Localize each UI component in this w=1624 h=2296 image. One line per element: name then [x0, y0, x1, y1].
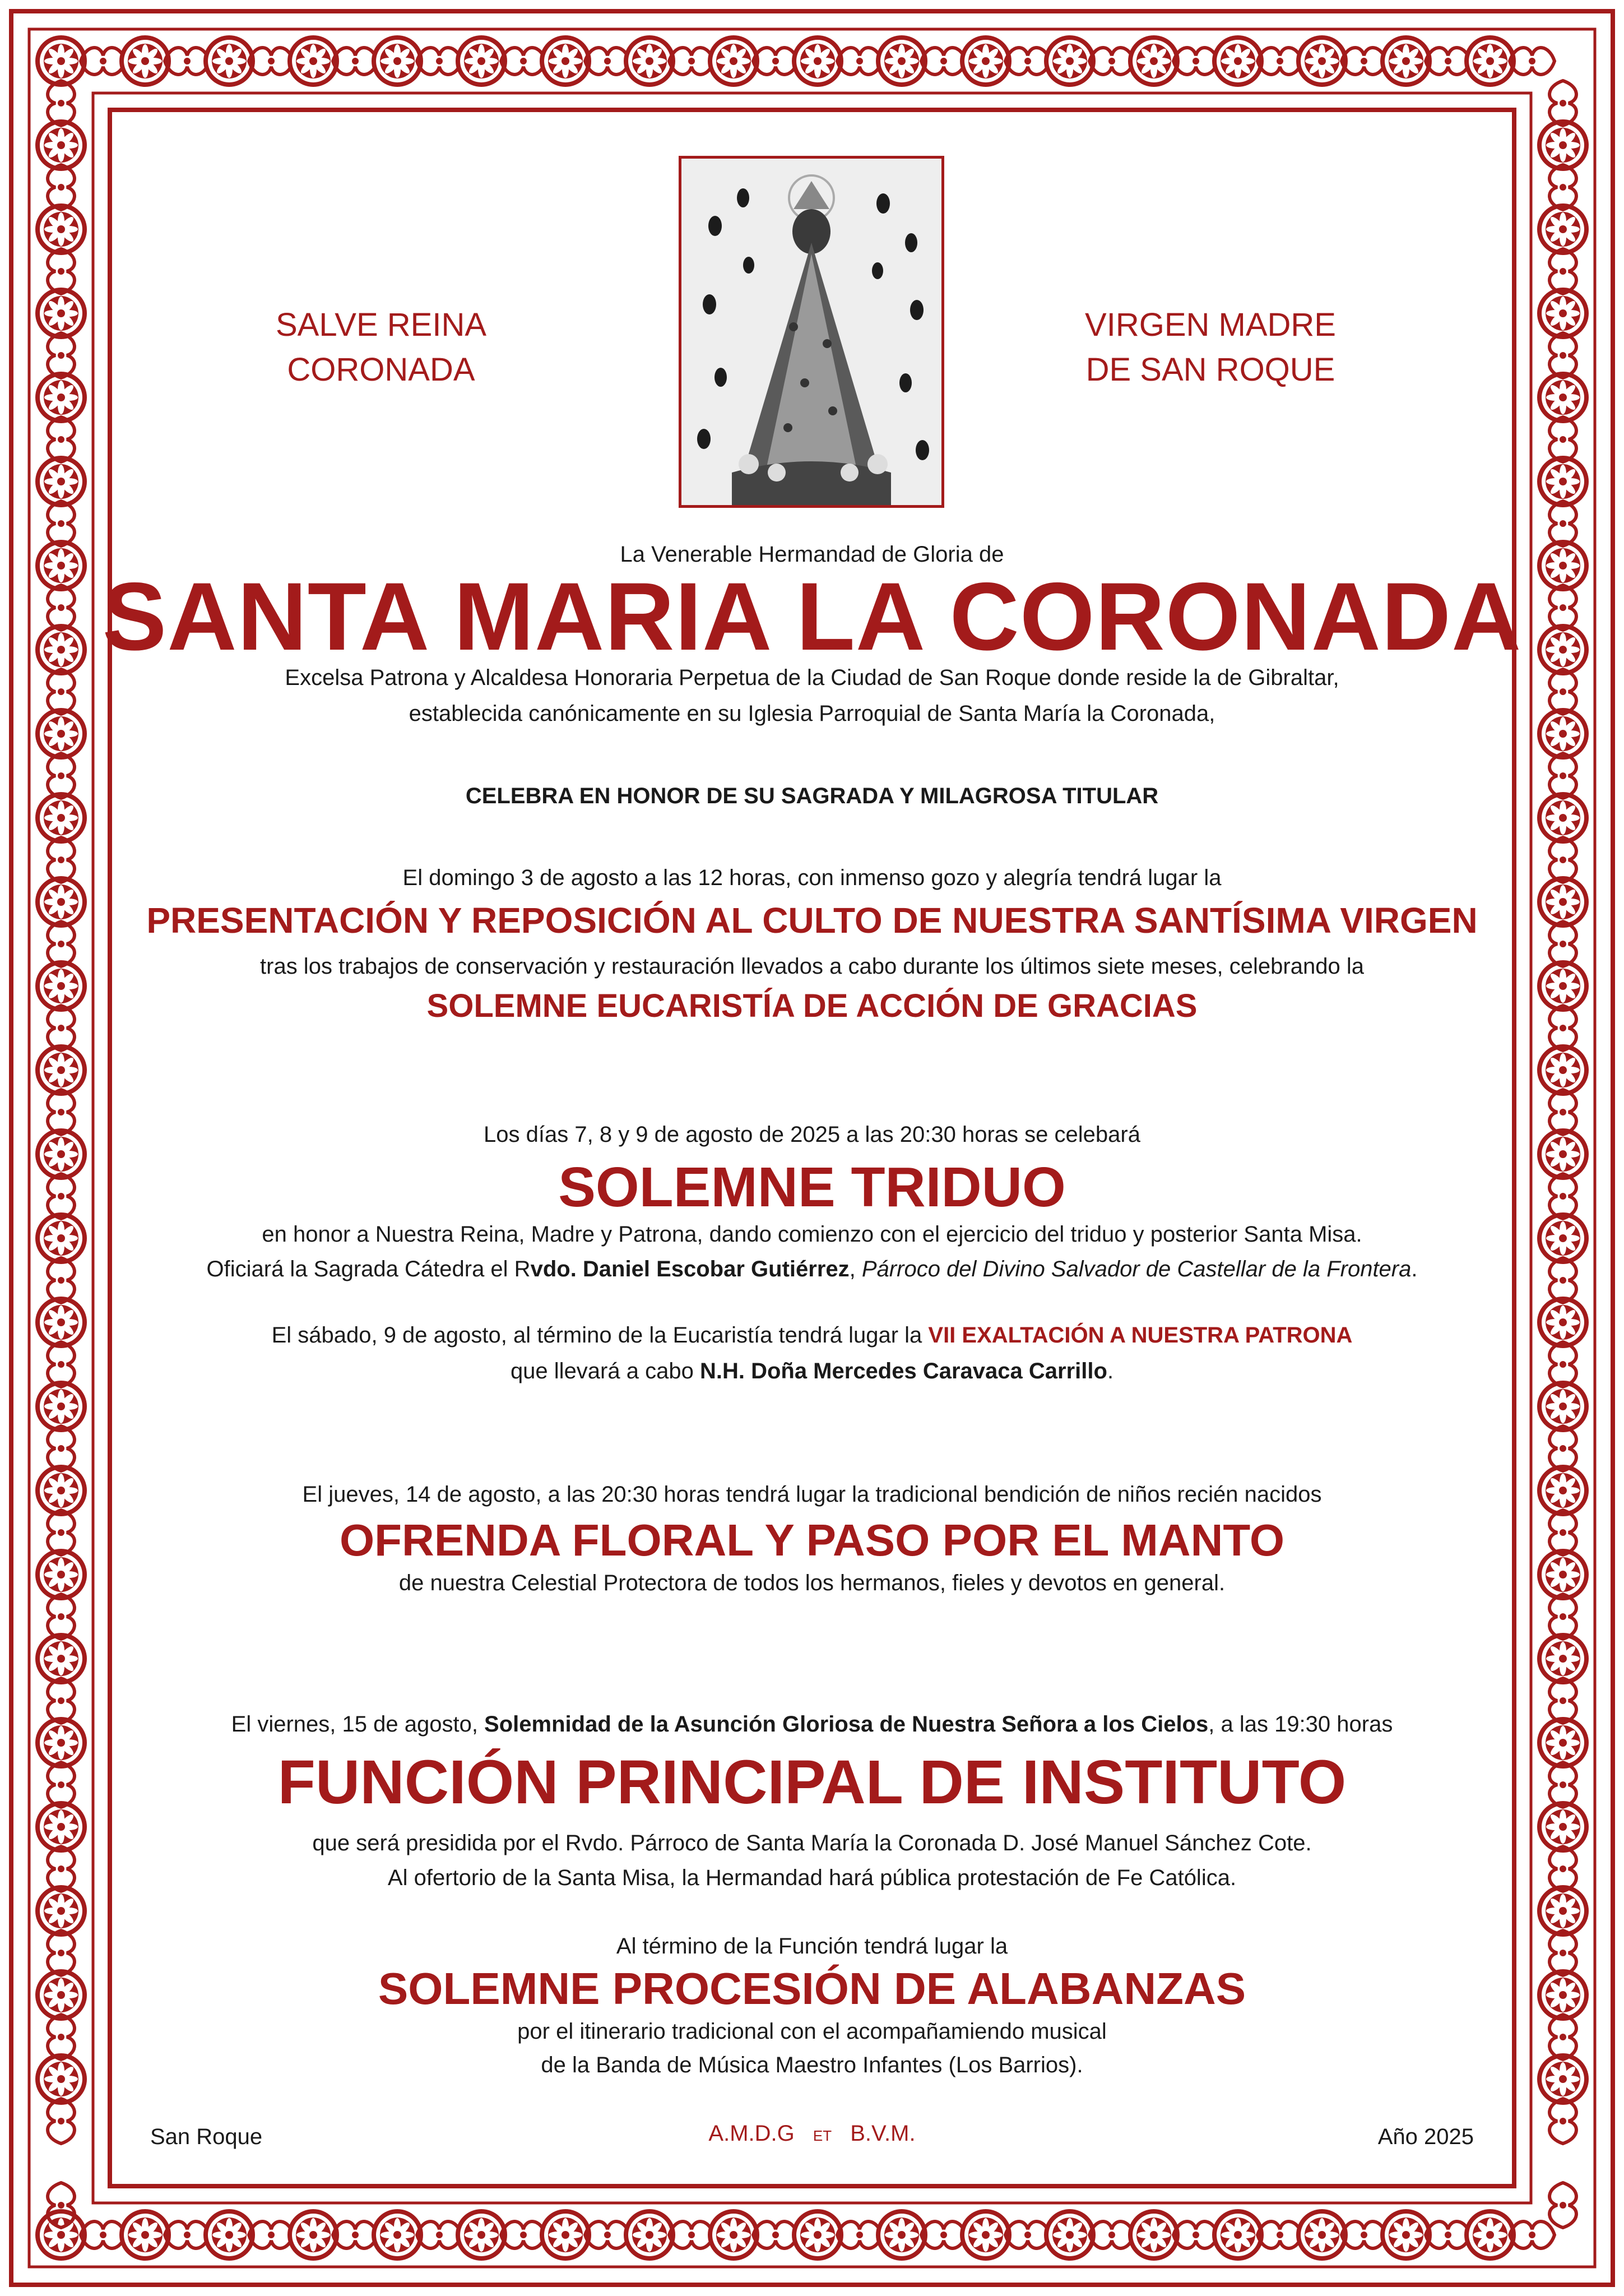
procesion-intro: Al término de la Función tendrá lugar la [616, 1934, 1008, 1959]
triduo-line-2-e: . [1411, 1257, 1418, 1281]
preacher-title: Párroco del Divino Salvador de Castellar de la Frontera [861, 1257, 1412, 1281]
funcion-line-1: que será presidida por el Rvdo. Párroco de Santa María la Coronada D. José Manuel Sánchez Cote. [312, 1831, 1312, 1855]
ofrenda-title: OFRENDA FLORAL Y PASO POR EL MANTO [339, 1515, 1285, 1565]
exaltacion-line-1 [0, 1322, 1624, 1349]
right-motto-line2: DE SAN ROQUE [1085, 351, 1335, 388]
triduo-line-2-c: , [849, 1257, 862, 1281]
funcion-intro [0, 1711, 1624, 1738]
header-intro: La Venerable Hermandad de Gloria de [620, 542, 1004, 567]
funcion-intro-c: , a las 19:30 horas [1208, 1712, 1393, 1737]
presentacion-intro: El domingo 3 de agosto a las 12 horas, con inmenso gozo y alegría tendrá lugar la [402, 865, 1222, 890]
celebra-line: CELEBRA EN HONOR DE SU SAGRADA Y MILAGROSA TITULAR [465, 784, 1159, 808]
procesion-line-1: por el itinerario tradicional con el acompañamiendo musical [517, 2019, 1107, 2044]
footer-motto-a: A.M.D.G [708, 2121, 795, 2146]
header-desc-1: Excelsa Patrona y Alcaldesa Honoraria Perpetua de la Ciudad de San Roque donde reside la de Gibraltar, [285, 665, 1339, 690]
presentacion-title: PRESENTACIÓN Y REPOSICIÓN AL CULTO DE NUESTRA SANTÍSIMA VIRGEN [146, 900, 1478, 941]
triduo-line-2 [0, 1256, 1624, 1283]
funcion-line-2: Al ofertorio de la Santa Misa, la Hermandad hará pública protestación de Fe Católica. [387, 1866, 1237, 1890]
triduo-intro: Los días 7, 8 y 9 de agosto de 2025 a las 20:30 horas se celebará [484, 1122, 1140, 1147]
procesion-title: SOLEMNE PROCESIÓN DE ALABANZAS [378, 1964, 1246, 2013]
procesion-line-2: de la Banda de Música Maestro Infantes (Los Barrios). [541, 2053, 1083, 2077]
page-title: SANTA MARIA LA CORONADA [102, 563, 1522, 670]
left-motto-line1: SALVE REINA [275, 307, 487, 343]
triduo-line-1: en honor a Nuestra Reina, Madre y Patrona, dando comienzo con el ejercicio del triduo y posterior Santa Misa. [262, 1222, 1362, 1247]
preacher-name: vdo. Daniel Escobar Gutiérrez [530, 1257, 850, 1281]
funcion-title: FUNCIÓN PRINCIPAL DE INSTITUTO [277, 1748, 1347, 1817]
header-desc-2: establecida canónicamente en su Iglesia Parroquial de Santa María la Coronada, [409, 701, 1215, 726]
exaltacion-title: VII EXALTACIÓN A NUESTRA PATRONA [928, 1323, 1353, 1348]
exaltacion-line-2-c: . [1107, 1359, 1114, 1383]
footer-motto-b: B.V.M. [850, 2121, 916, 2146]
triduo-title: SOLEMNE TRIDUO [558, 1156, 1066, 1219]
exaltacion-line-2 [0, 1358, 1624, 1385]
footer-motto-et: ET [813, 2127, 832, 2144]
exaltador-name: N.H. Doña Mercedes Caravaca Carrillo [699, 1359, 1107, 1383]
right-motto-line1: VIRGEN MADRE [1085, 307, 1336, 343]
left-motto-line2: CORONADA [287, 351, 475, 388]
asuncion-solemnity: Solemnidad de la Asunción Gloriosa de Nuestra Señora a los Cielos [484, 1712, 1209, 1737]
presentacion-line: tras los trabajos de conservación y restauración llevados a cabo durante los últimos siete meses, celebrando la [260, 954, 1364, 979]
triduo-line-2-a: Oficiará la Sagrada Cátedra el R [206, 1257, 531, 1281]
presentacion-subtitle: SOLEMNE EUCARISTÍA DE ACCIÓN DE GRACIAS [426, 988, 1198, 1024]
ofrenda-line: de nuestra Celestial Protectora de todos los hermanos, fieles y devotos en general. [398, 1571, 1226, 1595]
right-motto [1054, 303, 1367, 392]
funcion-intro-a: El viernes, 15 de agosto, [231, 1712, 485, 1737]
footer-year: Año 2025 [1377, 2124, 1474, 2149]
left-motto [247, 303, 516, 392]
ofrenda-intro: El jueves, 14 de agosto, a las 20:30 horas tendrá lugar la tradicional bendición de niños recién nacidos [302, 1482, 1322, 1507]
exaltacion-line-2-a: que llevará a cabo [510, 1359, 700, 1383]
virgin-image-photo [679, 156, 944, 508]
footer-place: San Roque [150, 2124, 263, 2149]
exaltacion-line-1-a: El sábado, 9 de agosto, al término de la Eucaristía tendrá lugar la [271, 1323, 929, 1348]
